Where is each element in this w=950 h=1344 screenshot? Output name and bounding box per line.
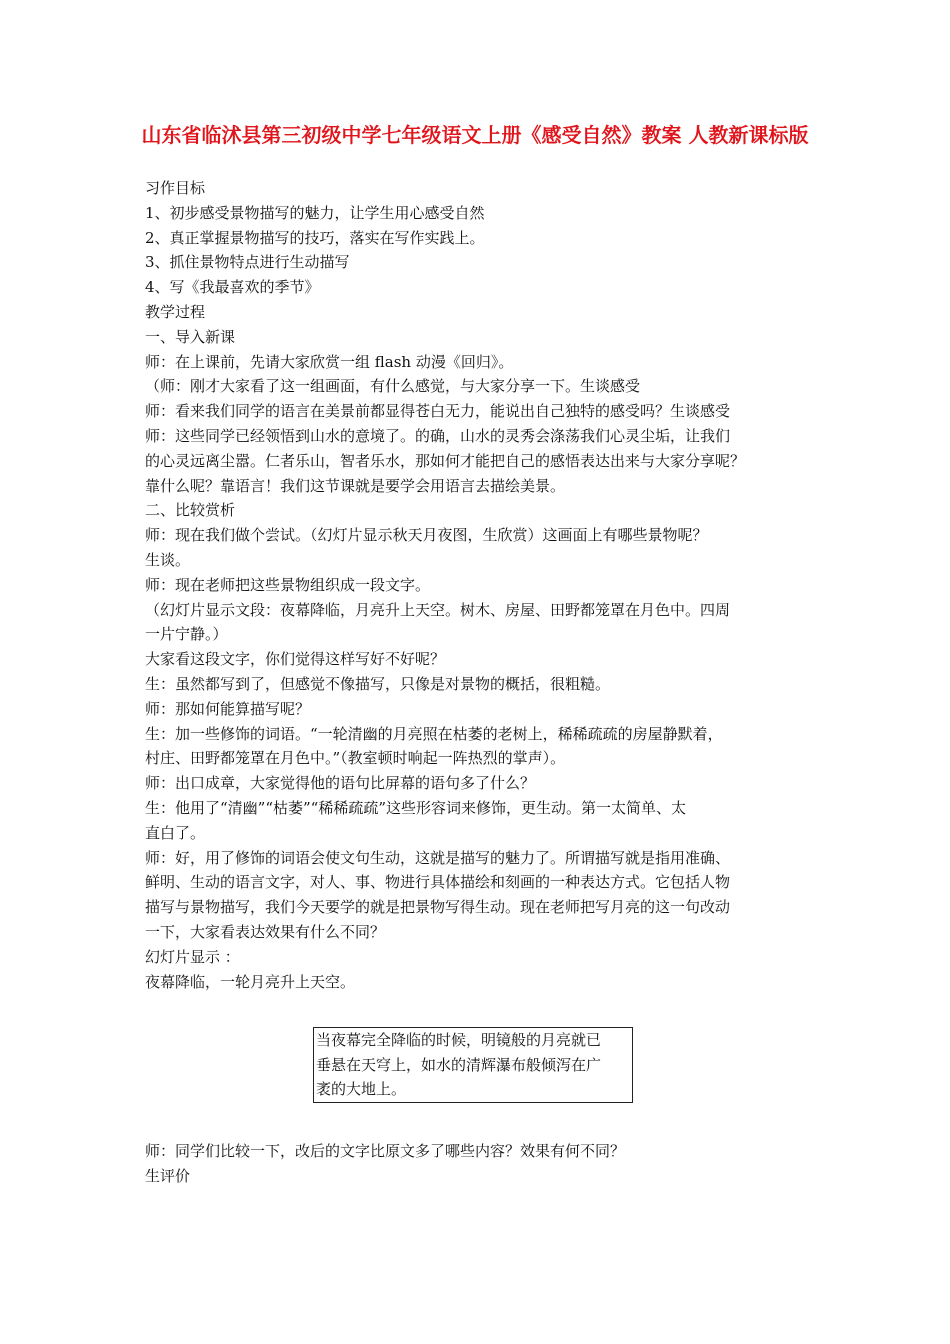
paragraph-line: 描写与景物描写，我们今天要学的就是把景物写得生动。现在老师把写月亮的这一句改动	[145, 898, 731, 917]
paragraph-line: 生评价	[145, 1166, 191, 1185]
paragraph-line: 师：那如何能算描写呢？	[145, 699, 311, 718]
paragraph-line: 师：好，用了修饰的词语会使文句生动，这就是描写的魅力了。所谓描写就是指用准确、	[145, 848, 731, 867]
paragraph-line: 生谈。	[145, 550, 191, 569]
lesson-body	[145, 176, 813, 994]
paragraph-line: 一片宁静。）	[145, 625, 228, 644]
heading-objectives: 习作目标	[145, 179, 206, 197]
paragraph-line: 生：加一些修饰的词语。“一轮清幽的月亮照在枯萎的老树上，稀稀疏疏的房屋静默着，	[145, 724, 723, 743]
box-line: 垂悬在天穹上，如水的清辉瀑布般倾泻在广	[316, 1055, 602, 1074]
paragraph-line: 师：现在我们做个尝试。（幻灯片显示秋天月夜图，生欣赏）这画面上有哪些景物呢？	[145, 526, 708, 545]
paragraph-line: （师：刚才大家看了这一组画面，有什么感觉，与大家分享一下。生谈感受	[145, 377, 641, 396]
box-line: 袤的大地上。	[316, 1080, 407, 1098]
paragraph-line: 靠什么呢？靠语言！我们这节课就是要学会用语言去描绘美景。	[145, 476, 566, 495]
objective-1: 1、初步感受景物描写的魅力，让学生用心感受自然	[145, 203, 485, 222]
paragraph-line: 师：现在老师把这些景物组织成一段文字。	[145, 575, 431, 594]
paragraph-line: （幻灯片显示文段：夜幕降临，月亮升上天空。树木、房屋、田野都笼罩在月色中。四周	[145, 600, 731, 619]
paragraph-line: 师：出口成章，大家觉得他的语句比屏幕的语句多了什么？	[145, 774, 536, 793]
paragraph-line: 师：这些同学已经领悟到山水的意境了。的确，山水的灵秀会涤荡我们心灵尘垢，让我们	[145, 426, 731, 445]
paragraph-line: 师：同学们比较一下，改后的文字比原文多了哪些内容？效果有何不同？	[145, 1142, 626, 1160]
paragraph-line: 村庄、田野都笼罩在月色中。”（教室顿时响起一阵热烈的掌声）。	[145, 749, 566, 768]
paragraph-line: 师：看来我们同学的语言在美景前都显得苍白无力，能说出自己独特的感受吗？生谈感受	[145, 402, 731, 421]
paragraph-line: 师：在上课前，先请大家欣赏一组 flash 动漫《回归》。	[145, 352, 514, 371]
heading-process: 教学过程	[145, 302, 206, 321]
box-line: 当夜幕完全降临的时候，明镜般的月亮就已	[316, 1031, 602, 1049]
paragraph-line: 直白了。	[145, 823, 206, 842]
objective-3: 3、抓住景物特点进行生动描写	[145, 253, 350, 272]
paragraph-line: 一下，大家看表达效果有什么不同？	[145, 922, 386, 941]
paragraph-line: 夜幕降临，一轮月亮升上天空。	[145, 972, 356, 991]
objective-4: 4、写《我最喜欢的季节》	[145, 278, 320, 297]
paragraph-line: 大家看这段文字，你们觉得这样写好不好呢？	[145, 650, 446, 669]
document-title: 山东省临沭县第三初级中学七年级语文上册《感受自然》教案 人教新课标版	[141, 123, 809, 147]
lesson-tail	[145, 1139, 813, 1189]
objective-2: 2、真正掌握景物描写的技巧，落实在写作实践上。	[145, 228, 485, 247]
paragraph-line: 的心灵远离尘嚣。仁者乐山，智者乐水，那如何才能把自己的感悟表达出来与大家分享呢？	[145, 451, 746, 470]
section-intro: 一、导入新课	[145, 327, 236, 346]
paragraph-line: 生：虽然都写到了，但感觉不像描写，只像是对景物的概括，很粗糙。	[145, 674, 611, 693]
paragraph-line: 生：他用了“清幽”“枯萎”“稀稀疏疏”这些形容词来修饰，更生动。第一太简单、太	[145, 798, 687, 817]
paragraph-line: 鲜明、生动的语言文字，对人、事、物进行具体描绘和刻画的一种表达方式。它包括人物	[145, 873, 731, 892]
paragraph-line: 幻灯片显示 ：	[145, 947, 240, 966]
section-compare: 二、比较赏析	[145, 501, 236, 520]
slide-text-box	[313, 1027, 633, 1103]
